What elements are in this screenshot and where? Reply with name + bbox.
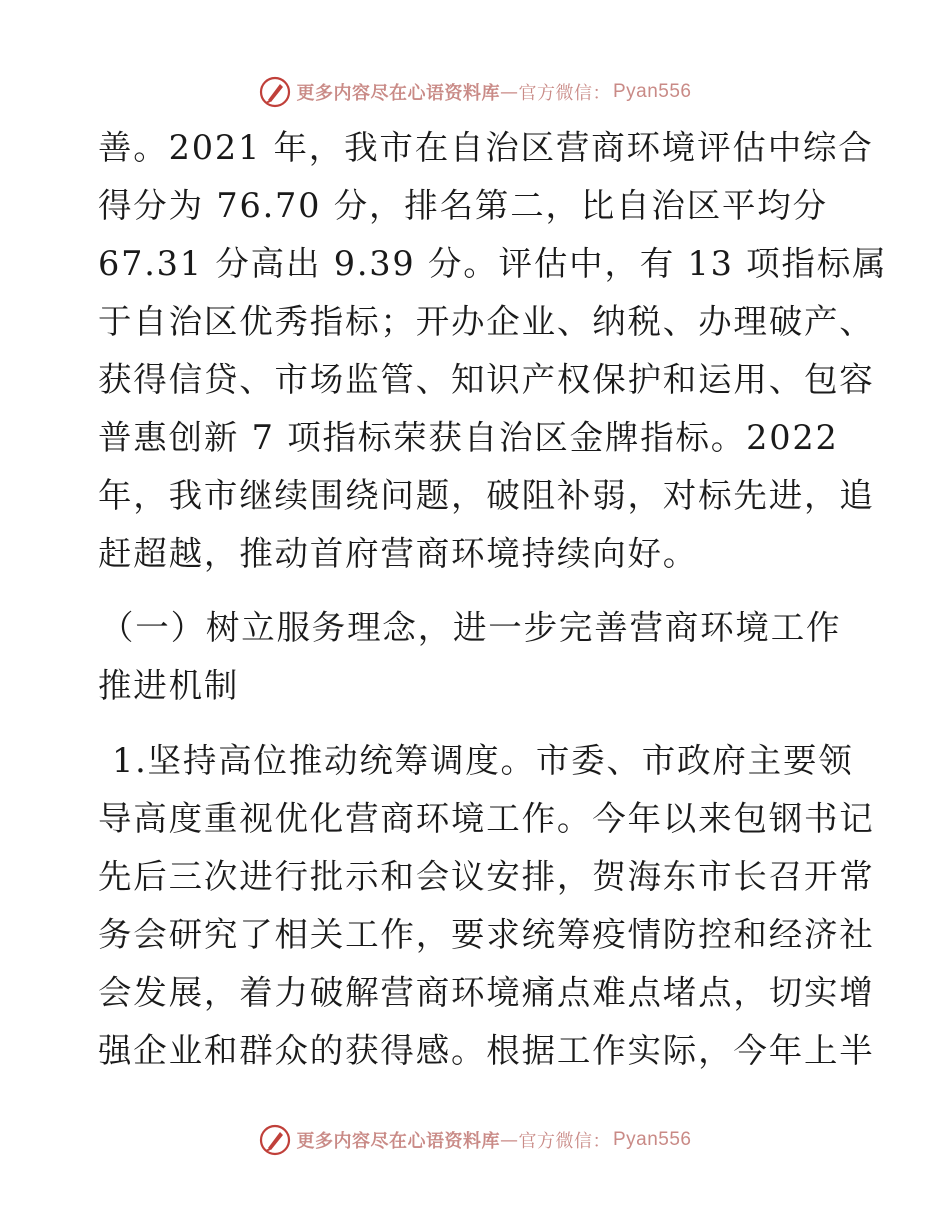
watermark-wechat-id: Pyan556 — [612, 1129, 692, 1150]
text-line: 务会研究了相关工作，要求统筹疫情防控和经济社 — [98, 915, 875, 954]
text-line: 获得信贷、市场监管、知识产权保护和运用、包容 — [98, 360, 875, 399]
text-line: 导高度重视优化营商环境工作。今年以来包钢书记 — [98, 799, 875, 838]
section-heading: （一）树立服务理念，进一步完善营商环境工作 — [100, 608, 842, 647]
section-heading-cont: 推进机制 — [98, 666, 240, 705]
watermark-footer — [0, 1120, 950, 1160]
text-line: 67.31 分高出 9.39 分。评估中，有 13 项指标属 — [98, 244, 888, 283]
watermark-separator: — — [499, 81, 519, 103]
watermark-wechat-label: 官方微信： — [518, 83, 611, 104]
text-line: 1.坚持高位推动统筹调度。市委、市政府主要领 — [112, 741, 854, 780]
watermark-header — [0, 72, 950, 112]
text-line: 普惠创新 7 项指标荣获自治区金牌指标。2022 — [98, 418, 839, 457]
text-line: 赶超越，推动首府营商环境持续向好。 — [98, 534, 699, 573]
text-line: 善。2021 年，我市在自治区营商环境评估中综合 — [98, 128, 874, 167]
watermark-text: 更多内容尽在心语资料库 — [296, 1131, 500, 1152]
watermark-wechat-id: Pyan556 — [612, 81, 692, 102]
watermark-separator: — — [499, 1129, 519, 1151]
text-line: 年，我市继续围绕问题，破阻补弱，对标先进，追 — [98, 476, 875, 515]
text-line: 得分为 76.70 分，排名第二，比自治区平均分 — [98, 186, 828, 225]
quill-pen-logo-icon — [258, 1123, 292, 1157]
text-line: 会发展，着力破解营商环境痛点难点堵点，切实增 — [98, 973, 875, 1012]
watermark-text: 更多内容尽在心语资料库 — [296, 83, 500, 104]
quill-pen-logo-icon — [258, 75, 292, 109]
text-line: 强企业和群众的获得感。根据工作实际，今年上半 — [98, 1031, 875, 1070]
text-line: 于自治区优秀指标；开办企业、纳税、办理破产、 — [98, 302, 875, 341]
text-line: 先后三次进行批示和会议安排，贺海东市长召开常 — [98, 857, 875, 896]
watermark-wechat-label: 官方微信： — [518, 1131, 611, 1152]
